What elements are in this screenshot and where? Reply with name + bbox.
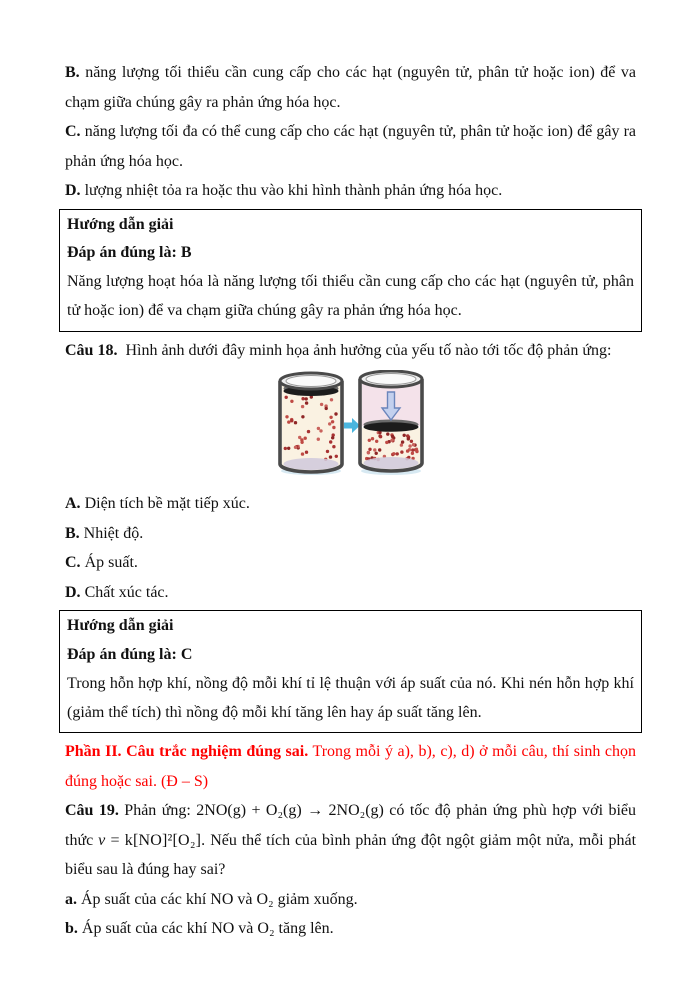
compression-arrow-icon	[344, 418, 360, 433]
gas-particle	[300, 438, 303, 441]
gas-compression-illustration	[271, 370, 431, 480]
right-piston	[363, 422, 418, 432]
option-text: Nhiệt độ.	[83, 524, 144, 542]
gas-particle	[325, 450, 328, 453]
right-cylinder	[360, 371, 422, 471]
question-number: Câu 19.	[65, 802, 119, 820]
solution-heading: Hướng dẫn giải	[67, 215, 174, 233]
question-text-1: Phản ứng: 2NO(g) + O₂(g) → 2NO₂(g) có tốc độ phản ứng phù hợp với biểu thức	[65, 802, 636, 849]
gas-particle	[399, 444, 402, 447]
gas-particle	[408, 445, 411, 448]
gas-particle	[405, 450, 408, 453]
solution-box-q18	[59, 610, 642, 733]
gas-particle	[329, 440, 332, 443]
formula-variable: v	[98, 831, 106, 849]
gas-particle	[411, 449, 414, 452]
option-letter: B.	[65, 524, 80, 542]
gas-particle	[306, 430, 309, 433]
gas-particle	[334, 412, 337, 415]
solution-box-q17	[59, 209, 642, 332]
part-2-heading-bold: Phần II. Câu trắc nghiệm đúng sai.	[65, 743, 309, 761]
gas-particle	[370, 437, 373, 440]
option-d-q18	[65, 578, 636, 608]
solution-body: Trong hỗn hợp khí, nồng độ mỗi khí tỉ lệ thuận với áp suất của nó. Khi nén hỗn hợp khí (giảm thể tích) thì nồng độ mỗi khí tăng lên hay áp suất tăng lên.	[67, 674, 634, 721]
gas-particle	[400, 451, 403, 454]
solution-answer: Đáp án đúng là: B	[67, 244, 192, 262]
question-18	[65, 336, 636, 366]
gas-particle	[329, 416, 332, 419]
gas-particle	[324, 407, 327, 410]
gas-particle	[304, 397, 307, 400]
left-cylinder	[280, 373, 342, 472]
statement-text: Áp suất của các khí NO và O₂ giảm xuống.	[81, 890, 358, 908]
gas-particle	[285, 415, 288, 418]
option-text: Chất xúc tác.	[84, 583, 169, 601]
left-cylinder-bottom	[283, 458, 338, 470]
gas-particle	[303, 437, 306, 440]
gas-particle	[400, 441, 403, 444]
right-rim-inner	[366, 374, 416, 385]
gas-particle	[293, 446, 296, 449]
option-text: năng lượng tối thiểu cần cung cấp cho các hạt (nguyên tử, phân tử hoặc ion) để va chạm giữa chúng gây ra phản ứng hóa học.	[65, 64, 637, 111]
question-number: Câu 18.	[65, 341, 118, 359]
part-2-heading-rest: Trong mỗi ý a), b), c), d) ở mỗi câu, thí sinh chọn đúng hoặc sai. (Đ – S)	[65, 743, 637, 790]
option-a-q18	[65, 489, 636, 519]
option-letter: A.	[65, 495, 81, 513]
gas-particle	[300, 453, 303, 456]
gas-particle	[414, 448, 417, 451]
gas-particle	[368, 448, 371, 451]
option-letter: C.	[65, 123, 81, 140]
gas-particle	[378, 448, 381, 451]
option-text: năng lượng tối đa có thể cung cấp cho các hạt (nguyên tử, phân tử hoặc ion) để gây ra phản ứng hóa học.	[65, 123, 637, 170]
gas-particle	[319, 403, 322, 406]
gas-particle	[409, 440, 412, 443]
gas-particle	[378, 435, 381, 438]
part-2-heading	[65, 737, 636, 796]
gas-particle	[304, 402, 307, 405]
gas-particle	[332, 426, 335, 429]
option-letter: B.	[65, 64, 80, 81]
gas-particle	[319, 429, 322, 432]
gas-particle	[367, 439, 370, 442]
option-d-q17	[65, 176, 636, 206]
option-letter: D.	[65, 182, 81, 199]
gas-particle	[375, 440, 378, 443]
gas-particle	[330, 420, 333, 423]
left-rim-inner	[286, 376, 336, 387]
option-letter: C.	[65, 554, 81, 572]
gas-particle	[316, 427, 319, 430]
gas-particle	[301, 415, 304, 418]
rate-law-formula	[98, 832, 205, 849]
gas-particle	[284, 396, 287, 399]
gas-particle	[406, 437, 409, 440]
option-text: Áp suất.	[84, 554, 138, 572]
question-text: Hình ảnh dưới đây minh họa ảnh hưởng của yếu tố nào tới tốc độ phản ứng:	[125, 341, 612, 359]
solution-heading: Hướng dẫn giải	[67, 617, 174, 635]
option-b-q18	[65, 519, 636, 549]
gas-particle	[304, 451, 307, 454]
gas-particle	[332, 445, 335, 448]
statement-letter: a.	[65, 890, 77, 908]
gas-particle	[283, 447, 286, 450]
gas-particle	[316, 438, 319, 441]
gas-particle	[386, 433, 389, 436]
gas-particle	[392, 452, 395, 455]
gas-particle	[366, 451, 369, 454]
formula-body: = k[NO]²[O₂].	[110, 831, 206, 849]
gas-particle	[328, 456, 331, 459]
gas-particle	[331, 436, 334, 439]
gas-particle	[290, 400, 293, 403]
gas-particle	[334, 455, 337, 458]
gas-particle	[298, 436, 301, 439]
gas-particle	[395, 452, 398, 455]
gas-particle	[300, 405, 303, 408]
question-text-2: Nếu thể tích của bình phản ứng đột ngột giảm một nửa, mỗi phát biểu sau là đúng hay sai?	[65, 831, 637, 879]
gas-particle	[390, 435, 393, 438]
gas-particle	[410, 452, 413, 455]
gas-particle	[373, 448, 376, 451]
gas-particle	[293, 421, 296, 424]
solution-answer: Đáp án đúng là: C	[67, 645, 193, 663]
gas-particle	[390, 439, 393, 442]
option-letter: D.	[65, 583, 81, 601]
gas-particle	[402, 434, 405, 437]
option-c-q17	[65, 117, 636, 176]
statement-b-q19	[65, 914, 636, 944]
gas-particle	[411, 443, 414, 446]
gas-particle	[406, 434, 409, 437]
gas-particle	[287, 421, 290, 424]
question-19	[65, 796, 636, 885]
gas-particle	[287, 447, 290, 450]
statement-a-q19	[65, 885, 636, 915]
gas-particle	[374, 452, 377, 455]
gas-particle	[301, 397, 304, 400]
solution-body: Năng lượng hoạt hóa là năng lượng tối thiểu cần cung cấp cho các hạt (nguyên tử, phân tử hoặc ion) để va chạm giữa chúng gây ra phản ứng hóa học.	[67, 273, 634, 319]
option-b-q17	[65, 58, 636, 117]
statement-text: Áp suất của các khí NO và O₂ tăng lên.	[81, 920, 334, 938]
right-cylinder-bottom	[363, 457, 418, 469]
figure-gas-compression	[271, 370, 431, 485]
gas-particle	[385, 441, 388, 444]
statement-letter: b.	[65, 920, 78, 938]
gas-particle	[328, 422, 331, 425]
gas-particle	[329, 398, 332, 401]
option-c-q18	[65, 548, 636, 578]
option-text: lượng nhiệt tỏa ra hoặc thu vào khi hình thành phản ứng hóa học.	[84, 182, 503, 199]
gas-particle	[290, 419, 293, 422]
option-text: Diện tích bề mặt tiếp xúc.	[84, 495, 250, 513]
